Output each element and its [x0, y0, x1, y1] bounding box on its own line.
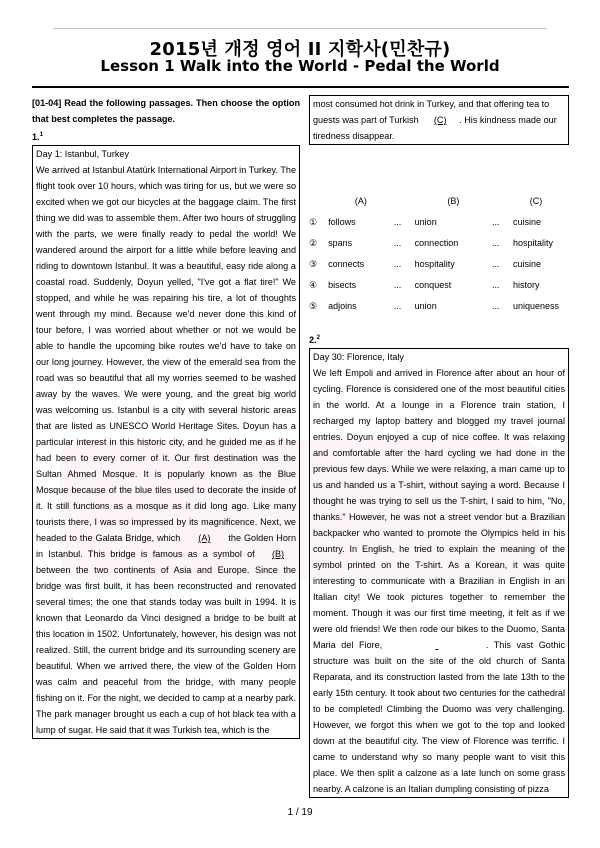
option-5[interactable]: ⑤ adjoins ... union ... uniqueness — [309, 300, 559, 311]
lesson-subtitle: Lesson 1 Walk into the World - Pedal the World — [100, 57, 500, 75]
question-2-passage — [309, 348, 569, 798]
blank-underline — [388, 637, 486, 653]
option-3[interactable]: ③ connects ... hospitality ... cuisine — [309, 258, 541, 269]
passage-day-heading: Day 1: Istanbul, Turkey — [36, 149, 130, 160]
option-1[interactable]: ① follows ... union ... cuisine — [309, 216, 541, 227]
option-4[interactable]: ④ bisects ... conquest ... history — [309, 279, 540, 290]
question-1-number: 1.$^1$ — [32, 132, 43, 143]
options-header-row: (A) (B) (C) — [354, 196, 543, 206]
page-number: 1 / 19 — [287, 807, 313, 818]
question-1-passage — [32, 145, 300, 739]
question-2-number: 2.$^2$ — [309, 335, 320, 346]
option-2[interactable]: ② spans ... connection ... hospitality — [309, 237, 553, 248]
passage-text: We arrived at Istanbul Atatürk International Airport in Turkey. The flight took over 10 hours, which was tiring for us, but we were so excited when we got our bicycles at the baggage claim. The first thing we did was to assemble them. After two hours of struggling with the parts, we were finally ready to pedal the world! We wandered around the airport for a little while before leaving and riding to downtown Istanbul. It was a beautiful, easy ride along a coastal road. Suddenly, Doyun yelled, "I've got a flat tire!" We stopped, and while he was repairing his tire, a lot of thoughts went through my mind. Because we'd never done this kind of tour before, I was worried about whether or not we would be able to handle the upcoming bike routes we'd have to take on our long journey. However, the view of the emerald sea from the road was so beautiful that all my worries seemed to be washed away by the waves. We were young, and the great big world was welcoming us. Istanbul is a city with several historic areas that are listed as UNESCO World Heritage Sites. Doyun has a particular interest in this historic city, and he guided me as if he had been to every corner of it. Our first destination was the Sultan Ahmed Mosque. It is popularly known as the Blue Mosque because of the blue tiles used to decorate the inside of it. It still functions as a mosque as it did long ago. Like many tourists there, I was so impressed by its magnificence. Next, we headed to the Galata Bridge, which (A) the Golden Horn in Istanbul. This bridge is famous as a symbol of (B) between the two continents of Asia and Europe. Since the bridge was first built, it has been reconstructed and renovated several times; the one that stands today was built in 1994. It is known that Leonardo da Vinci designed a bridge to be built at this location in 1502. Unfortunately, however, his design was not realized. Still, the current bridge and its surrounding scenery are beautiful. When we arrived there, the view of the Golden Horn was calm and peaceful from the bridge, with many people fishing on it. For the night, we decided to camp at a nearby park. The park manager brought us each a cup of hot black tea with a lump of sugar. He said that it was Turkish tea, which is the — [36, 165, 297, 736]
blank-b: (B) — [271, 549, 285, 560]
blank-c: (C) — [433, 115, 447, 125]
answer-options — [309, 191, 559, 316]
page-title: 2015년 개정 영어 II 지학사(민찬규) — [149, 39, 451, 60]
blank-a: (A) — [198, 533, 211, 544]
title-rule — [32, 86, 569, 88]
passage-text: We left Empoli and arrived in Florence after about an hour of cycling. Florence is considered one of the most beautiful cities in the world. At a lounge in a Florence train station, I recharged my laptop battery and blogged my travel journal entries. Doyun enjoyed a cup of nice coffee. It was relaxing and comfortable after the hard cycling we had done in the previous few days. While we were relaxing, a man came up to us and handed us a T-shirt, without saying a word. Because I thought he was trying to sell us the T-shirt, I said to him, "No, thanks." However, he was not a street vendor but a Brazilian backpacker who wanted to promote the Olympics held in his country. In English, he tried to explain the meaning of the symbol printed on the T-shirt. As a Korean, it was quite interesting to communicate with a Brazilian in English in an Italian city! We took pictures together to remember the moment. Though it was our first time meeting, it felt as if we were old friends! We then rode our bikes to the Duomo, Santa Maria del Fiore, . This vast Gothic structure was built on the site of the old church of Santa Reparata, and its construction lasted from the late 13th to the early 15th century. It took about two centuries for the cathedral to be completed! Climbing the Duomo was very challenging. However, we forgot this when we got to the top and looked down at the beautiful city. The view of Florence was terrific. I came to understand why so many people want to visit this place. We then split a calzone as a late lunch on some grass nearby. A calzone is an Italian dumpling consisting of pizza — [313, 368, 565, 795]
top-rule — [53, 28, 547, 29]
passage-day-heading: Day 30: Florence, Italy — [313, 352, 404, 363]
right-column — [309, 95, 569, 798]
question-1-passage-continued: most consumed hot drink in Turkey, and that offering tea to guests was part of Turkish (C) . His kindness made our tiredness disappear. — [309, 95, 569, 145]
left-column — [32, 95, 300, 739]
instruction-text: [01-04] Read the following passages. Then choose the option that best completes the passage. — [32, 98, 300, 124]
